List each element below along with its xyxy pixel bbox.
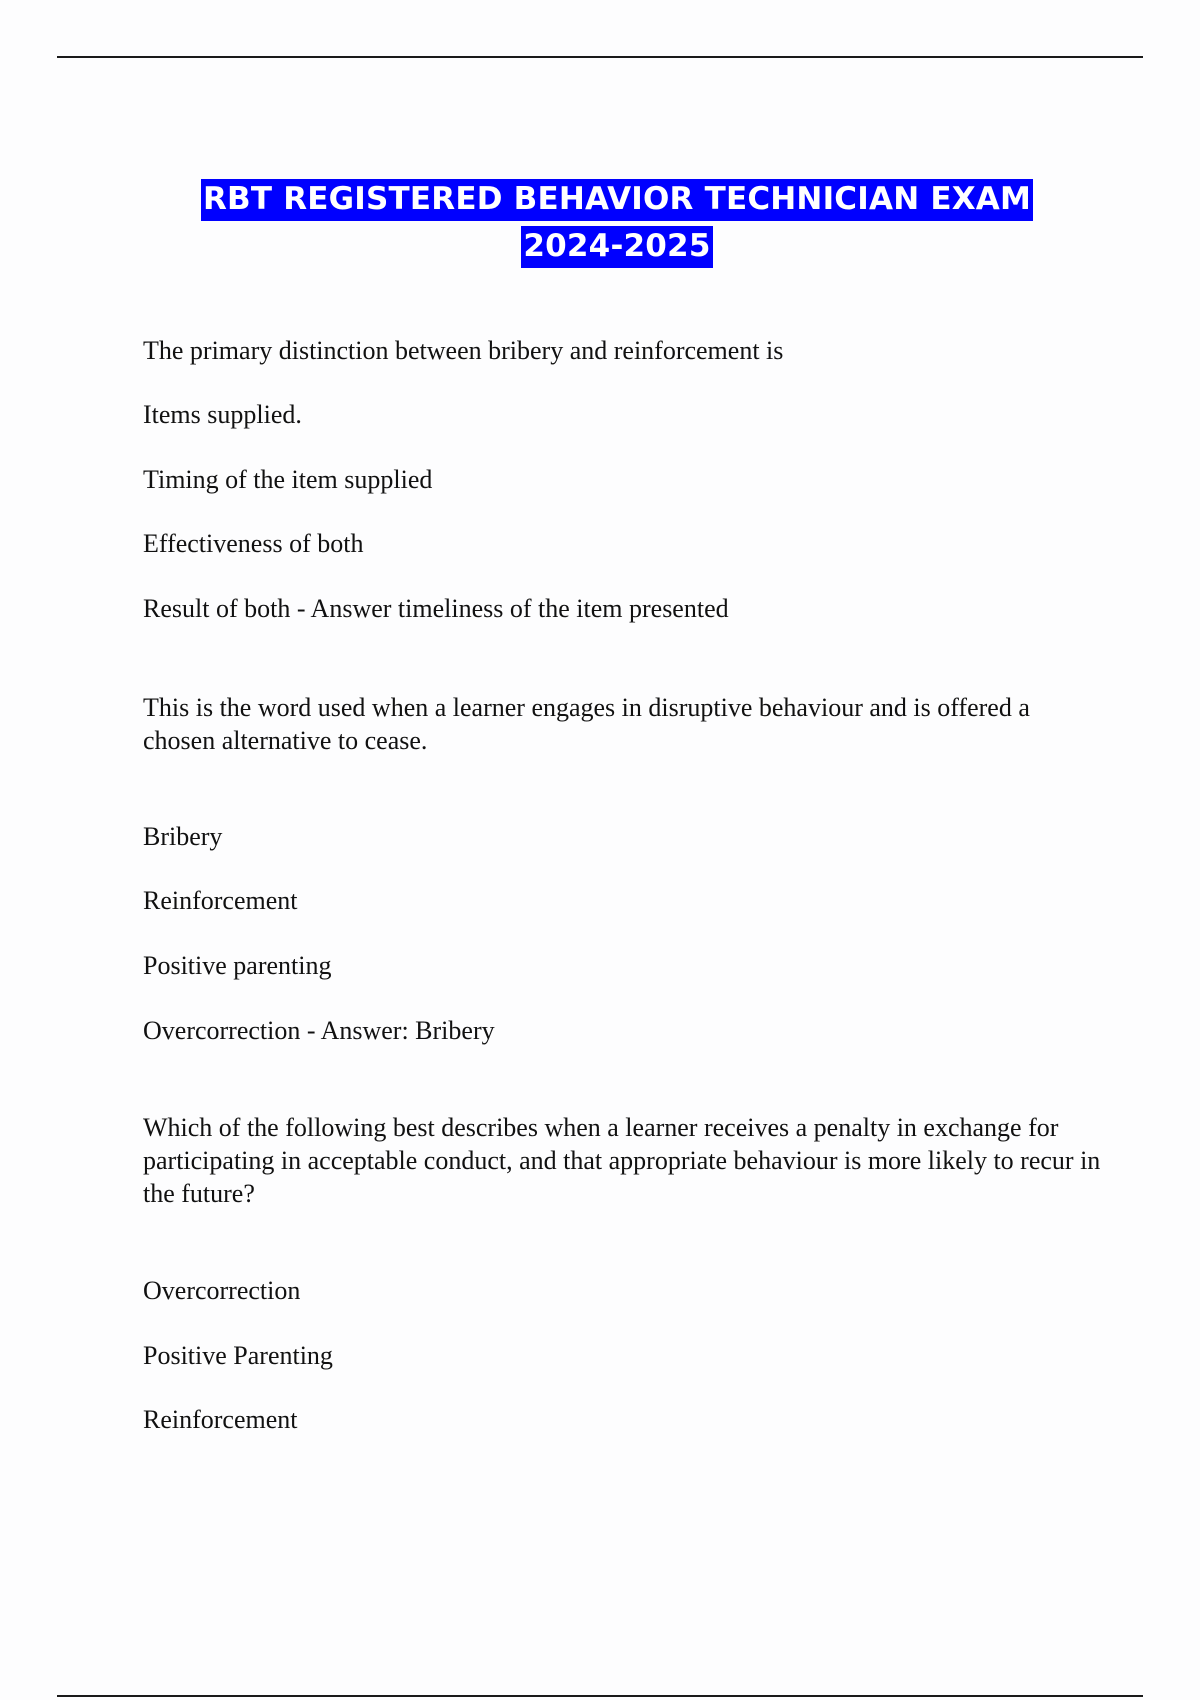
question-1-option-4: Result of both - Answer timeliness of the item presented — [143, 594, 729, 623]
bottom-rule — [57, 1695, 1143, 1697]
question-1-option-1: Items supplied. — [143, 400, 302, 429]
title-line-1: RBT REGISTERED BEHAVIOR TECHNICIAN EXAM — [201, 179, 1033, 221]
question-2-option-4: Overcorrection - Answer: Bribery — [143, 1016, 495, 1045]
question-2-option-3: Positive parenting — [143, 951, 332, 980]
question-1-option-3: Effectiveness of both — [143, 529, 364, 558]
question-1-option-2: Timing of the item supplied — [143, 465, 433, 494]
title-line-2: 2024-2025 — [521, 226, 712, 268]
question-3-option-3: Reinforcement — [143, 1405, 298, 1434]
question-3-option-2: Positive Parenting — [143, 1341, 333, 1370]
question-2-option-2: Reinforcement — [143, 886, 298, 915]
question-2-prompt: This is the word used when a learner engages in disruptive behaviour and is offered a chosen alternative to cease. — [143, 693, 1030, 755]
question-2-option-1: Bribery — [143, 822, 223, 851]
question-1-prompt: The primary distinction between bribery and reinforcement is — [143, 336, 784, 365]
top-rule — [57, 56, 1143, 58]
question-3-option-1: Overcorrection — [143, 1276, 301, 1305]
question-3-prompt: Which of the following best describes when a learner receives a penalty in exchange for participating in acceptable conduct, and that appropriate behaviour is more likely to recur in the future? — [143, 1113, 1101, 1208]
document-title — [0, 176, 1200, 270]
